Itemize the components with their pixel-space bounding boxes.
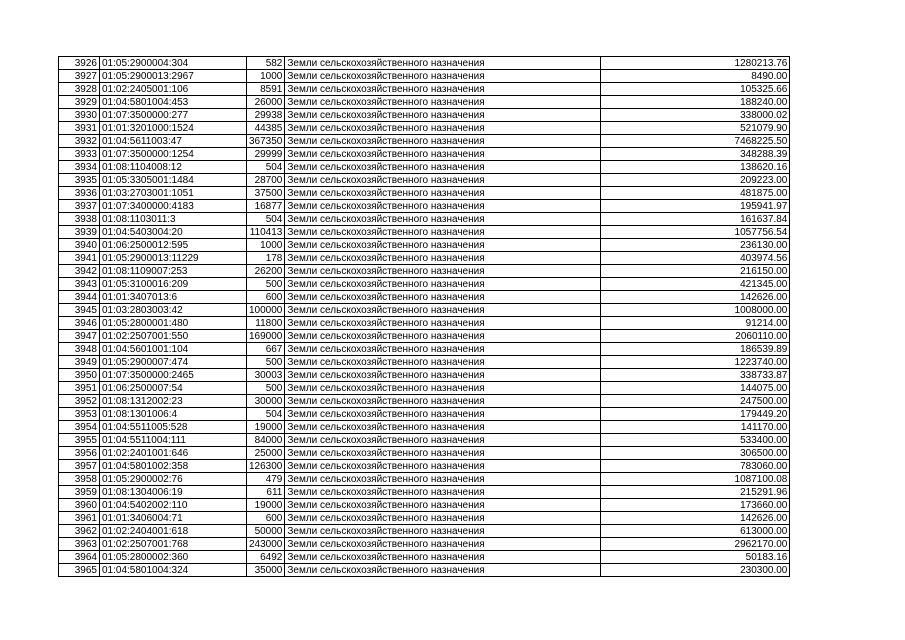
cadastral-value-cell: 1008000.00 [601, 304, 790, 317]
cadastral-value-cell: 105325.66 [601, 83, 790, 96]
row-number-cell: 3941 [59, 252, 100, 265]
table-row [59, 174, 790, 187]
cadastral-value-cell: 306500.00 [601, 447, 790, 460]
land-category-cell: Земли сельскохозяйственного назначения [285, 317, 601, 330]
cadastral-value-cell: 481875.00 [601, 187, 790, 200]
land-category-cell: Земли сельскохозяйственного назначения [285, 213, 601, 226]
land-category-cell: Земли сельскохозяйственного назначения [285, 356, 601, 369]
cadastral-number-cell: 01:05:3305001:1484 [100, 174, 247, 187]
row-number-cell: 3964 [59, 551, 100, 564]
cadastral-value-cell: 209223.00 [601, 174, 790, 187]
land-category-cell: Земли сельскохозяйственного назначения [285, 382, 601, 395]
table-row [59, 70, 790, 83]
cadastral-value-cell: 348288.39 [601, 148, 790, 161]
cadastral-value-cell: 186539.89 [601, 343, 790, 356]
land-category-cell: Земли сельскохозяйственного назначения [285, 96, 601, 109]
cadastral-number-cell: 01:05:2900013:2967 [100, 70, 247, 83]
area-cell: 26200 [247, 265, 285, 278]
table-row [59, 421, 790, 434]
row-number-cell: 3933 [59, 148, 100, 161]
table-row [59, 239, 790, 252]
land-category-cell: Земли сельскохозяйственного назначения [285, 564, 601, 577]
land-category-cell: Земли сельскохозяйственного назначения [285, 83, 601, 96]
row-number-cell: 3929 [59, 96, 100, 109]
cadastral-value-cell: 195941.97 [601, 200, 790, 213]
table-row [59, 512, 790, 525]
table-row [59, 135, 790, 148]
row-number-cell: 3927 [59, 70, 100, 83]
area-cell: 479 [247, 473, 285, 486]
cadastral-value-cell: 783060.00 [601, 460, 790, 473]
table-row [59, 161, 790, 174]
table-row [59, 317, 790, 330]
area-cell: 243000 [247, 538, 285, 551]
table-row [59, 356, 790, 369]
table-row [59, 148, 790, 161]
cadastral-number-cell: 01:01:3201000:1524 [100, 122, 247, 135]
row-number-cell: 3951 [59, 382, 100, 395]
cadastral-number-cell: 01:04:5801002:358 [100, 460, 247, 473]
cadastral-value-cell: 215291.96 [601, 486, 790, 499]
table-row [59, 291, 790, 304]
area-cell: 1000 [247, 239, 285, 252]
area-cell: 500 [247, 278, 285, 291]
cadastral-number-cell: 01:02:2507001:768 [100, 538, 247, 551]
area-cell: 367350 [247, 135, 285, 148]
table-row [59, 382, 790, 395]
table-row [59, 564, 790, 577]
area-cell: 110413 [247, 226, 285, 239]
area-cell: 30000 [247, 395, 285, 408]
cadastral-number-cell: 01:08:1109007:253 [100, 265, 247, 278]
cadastral-number-cell: 01:02:2507001:550 [100, 330, 247, 343]
land-category-cell: Земли сельскохозяйственного назначения [285, 187, 601, 200]
row-number-cell: 3959 [59, 486, 100, 499]
table-row [59, 96, 790, 109]
cadastral-number-cell: 01:04:5402002:110 [100, 499, 247, 512]
area-cell: 611 [247, 486, 285, 499]
land-category-cell: Земли сельскохозяйственного назначения [285, 226, 601, 239]
cadastral-value-cell: 188240.00 [601, 96, 790, 109]
cadastral-value-cell: 1057756.54 [601, 226, 790, 239]
area-cell: 19000 [247, 421, 285, 434]
cadastral-number-cell: 01:05:2800002:360 [100, 551, 247, 564]
cadastral-number-cell: 01:06:2500012:595 [100, 239, 247, 252]
table-row [59, 408, 790, 421]
cadastral-value-cell: 8490.00 [601, 70, 790, 83]
row-number-cell: 3938 [59, 213, 100, 226]
cadastral-value-cell: 338000.02 [601, 109, 790, 122]
land-category-cell: Земли сельскохозяйственного назначения [285, 473, 601, 486]
area-cell: 28700 [247, 174, 285, 187]
land-category-cell: Земли сельскохозяйственного назначения [285, 434, 601, 447]
cadastral-value-cell: 173660.00 [601, 499, 790, 512]
cadastral-number-cell: 01:04:5403004:20 [100, 226, 247, 239]
cadastral-number-cell: 01:04:5801004:324 [100, 564, 247, 577]
land-category-cell: Земли сельскохозяйственного назначения [285, 499, 601, 512]
table-row [59, 395, 790, 408]
table-row [59, 109, 790, 122]
row-number-cell: 3932 [59, 135, 100, 148]
row-number-cell: 3952 [59, 395, 100, 408]
cadastral-number-cell: 01:01:3406004:71 [100, 512, 247, 525]
land-category-cell: Земли сельскохозяйственного назначения [285, 304, 601, 317]
land-category-cell: Земли сельскохозяйственного назначения [285, 239, 601, 252]
row-number-cell: 3963 [59, 538, 100, 551]
row-number-cell: 3940 [59, 239, 100, 252]
area-cell: 582 [247, 57, 285, 70]
cadastral-value-cell: 142626.00 [601, 291, 790, 304]
cadastral-number-cell: 01:04:5801004:453 [100, 96, 247, 109]
cadastral-number-cell: 01:07:3500000:277 [100, 109, 247, 122]
cadastral-number-cell: 01:02:2404001:618 [100, 525, 247, 538]
row-number-cell: 3957 [59, 460, 100, 473]
cadastral-value-cell: 521079.90 [601, 122, 790, 135]
cadastral-number-cell: 01:04:5511005:528 [100, 421, 247, 434]
cadastral-value-cell: 142626.00 [601, 512, 790, 525]
table-row [59, 434, 790, 447]
row-number-cell: 3944 [59, 291, 100, 304]
table-row [59, 369, 790, 382]
area-cell: 8591 [247, 83, 285, 96]
row-number-cell: 3934 [59, 161, 100, 174]
cadastral-number-cell: 01:05:2900013:11229 [100, 252, 247, 265]
land-category-cell: Земли сельскохозяйственного назначения [285, 161, 601, 174]
row-number-cell: 3926 [59, 57, 100, 70]
cadastral-value-cell: 138620.16 [601, 161, 790, 174]
row-number-cell: 3961 [59, 512, 100, 525]
table-row [59, 252, 790, 265]
cadastral-value-cell: 50183.16 [601, 551, 790, 564]
cadastral-value-cell: 421345.00 [601, 278, 790, 291]
cadastral-number-cell: 01:05:3100016:209 [100, 278, 247, 291]
cadastral-value-cell: 613000.00 [601, 525, 790, 538]
row-number-cell: 3948 [59, 343, 100, 356]
land-category-cell: Земли сельскохозяйственного назначения [285, 525, 601, 538]
land-category-cell: Земли сельскохозяйственного назначения [285, 265, 601, 278]
table-row [59, 57, 790, 70]
table-row [59, 499, 790, 512]
cadastral-value-cell: 141170.00 [601, 421, 790, 434]
row-number-cell: 3956 [59, 447, 100, 460]
cadastral-number-cell: 01:05:2900007:474 [100, 356, 247, 369]
table-row [59, 447, 790, 460]
row-number-cell: 3942 [59, 265, 100, 278]
row-number-cell: 3945 [59, 304, 100, 317]
row-number-cell: 3935 [59, 174, 100, 187]
table-row [59, 486, 790, 499]
cadastral-value-cell: 403974.56 [601, 252, 790, 265]
cadastral-value-cell: 338733.87 [601, 369, 790, 382]
cadastral-value-cell: 1280213.76 [601, 57, 790, 70]
cadastral-number-cell: 01:08:1301006:4 [100, 408, 247, 421]
table-row [59, 278, 790, 291]
cadastral-value-cell: 247500.00 [601, 395, 790, 408]
table-row [59, 187, 790, 200]
cadastral-value-cell: 230300.00 [601, 564, 790, 577]
land-category-cell: Земли сельскохозяйственного назначения [285, 408, 601, 421]
cadastral-number-cell: 01:05:2800001:480 [100, 317, 247, 330]
area-cell: 600 [247, 291, 285, 304]
row-number-cell: 3950 [59, 369, 100, 382]
row-number-cell: 3954 [59, 421, 100, 434]
land-category-cell: Земли сельскохозяйственного назначения [285, 109, 601, 122]
cadastral-number-cell: 01:02:2401001:646 [100, 447, 247, 460]
row-number-cell: 3939 [59, 226, 100, 239]
table-row [59, 473, 790, 486]
cadastral-value-cell: 2060110.00 [601, 330, 790, 343]
area-cell: 19000 [247, 499, 285, 512]
area-cell: 504 [247, 161, 285, 174]
table-row [59, 213, 790, 226]
land-category-cell: Земли сельскохозяйственного назначения [285, 57, 601, 70]
row-number-cell: 3949 [59, 356, 100, 369]
cadastral-value-cell: 1087100.08 [601, 473, 790, 486]
cadastral-value-cell: 179449.20 [601, 408, 790, 421]
land-category-cell: Земли сельскохозяйственного назначения [285, 135, 601, 148]
area-cell: 600 [247, 512, 285, 525]
land-category-cell: Земли сельскохозяйственного назначения [285, 512, 601, 525]
row-number-cell: 3958 [59, 473, 100, 486]
area-cell: 100000 [247, 304, 285, 317]
area-cell: 504 [247, 408, 285, 421]
area-cell: 29999 [247, 148, 285, 161]
cadastral-number-cell: 01:05:2900004:304 [100, 57, 247, 70]
cadastral-number-cell: 01:04:5511004:111 [100, 434, 247, 447]
cadastral-number-cell: 01:03:2703001:1051 [100, 187, 247, 200]
land-parcels-table-body [59, 57, 790, 577]
table-row [59, 330, 790, 343]
land-category-cell: Земли сельскохозяйственного назначения [285, 421, 601, 434]
cadastral-value-cell: 1223740.00 [601, 356, 790, 369]
row-number-cell: 3946 [59, 317, 100, 330]
cadastral-number-cell: 01:08:1304006:19 [100, 486, 247, 499]
cadastral-value-cell: 161637.84 [601, 213, 790, 226]
row-number-cell: 3937 [59, 200, 100, 213]
row-number-cell: 3936 [59, 187, 100, 200]
cadastral-number-cell: 01:08:1104008:12 [100, 161, 247, 174]
area-cell: 169000 [247, 330, 285, 343]
area-cell: 30003 [247, 369, 285, 382]
land-category-cell: Земли сельскохозяйственного назначения [285, 538, 601, 551]
area-cell: 1000 [247, 70, 285, 83]
table-row [59, 304, 790, 317]
cadastral-number-cell: 01:08:1103011:3 [100, 213, 247, 226]
cadastral-number-cell: 01:07:3400000:4183 [100, 200, 247, 213]
cadastral-value-cell: 216150.00 [601, 265, 790, 278]
land-category-cell: Земли сельскохозяйственного назначения [285, 278, 601, 291]
area-cell: 84000 [247, 434, 285, 447]
table-row [59, 226, 790, 239]
area-cell: 29938 [247, 109, 285, 122]
land-category-cell: Земли сельскохозяйственного назначения [285, 486, 601, 499]
cadastral-number-cell: 01:05:2900002:76 [100, 473, 247, 486]
table-row [59, 460, 790, 473]
land-category-cell: Земли сельскохозяйственного назначения [285, 174, 601, 187]
land-parcels-table [58, 56, 790, 577]
cadastral-value-cell: 7468225.50 [601, 135, 790, 148]
table-row [59, 122, 790, 135]
row-number-cell: 3943 [59, 278, 100, 291]
area-cell: 500 [247, 356, 285, 369]
cadastral-number-cell: 01:01:3407013:6 [100, 291, 247, 304]
land-category-cell: Земли сельскохозяйственного назначения [285, 200, 601, 213]
table-row [59, 525, 790, 538]
row-number-cell: 3955 [59, 434, 100, 447]
cadastral-value-cell: 91214.00 [601, 317, 790, 330]
area-cell: 504 [247, 213, 285, 226]
row-number-cell: 3928 [59, 83, 100, 96]
area-cell: 16877 [247, 200, 285, 213]
area-cell: 50000 [247, 525, 285, 538]
cadastral-value-cell: 533400.00 [601, 434, 790, 447]
row-number-cell: 3965 [59, 564, 100, 577]
row-number-cell: 3962 [59, 525, 100, 538]
table-row [59, 343, 790, 356]
land-category-cell: Земли сельскохозяйственного назначения [285, 460, 601, 473]
land-category-cell: Земли сельскохозяйственного назначения [285, 369, 601, 382]
area-cell: 44385 [247, 122, 285, 135]
cadastral-number-cell: 01:02:2405001:106 [100, 83, 247, 96]
row-number-cell: 3947 [59, 330, 100, 343]
area-cell: 35000 [247, 564, 285, 577]
area-cell: 26000 [247, 96, 285, 109]
cadastral-number-cell: 01:04:5611003:47 [100, 135, 247, 148]
row-number-cell: 3931 [59, 122, 100, 135]
cadastral-number-cell: 01:06:2500007:54 [100, 382, 247, 395]
area-cell: 178 [247, 252, 285, 265]
cadastral-number-cell: 01:03:2803003:42 [100, 304, 247, 317]
row-number-cell: 3953 [59, 408, 100, 421]
area-cell: 126300 [247, 460, 285, 473]
row-number-cell: 3960 [59, 499, 100, 512]
cadastral-number-cell: 01:07:3500000:2465 [100, 369, 247, 382]
land-category-cell: Земли сельскохозяйственного назначения [285, 343, 601, 356]
area-cell: 667 [247, 343, 285, 356]
area-cell: 500 [247, 382, 285, 395]
cadastral-number-cell: 01:04:5601001:104 [100, 343, 247, 356]
cadastral-value-cell: 236130.00 [601, 239, 790, 252]
area-cell: 37500 [247, 187, 285, 200]
land-category-cell: Земли сельскохозяйственного назначения [285, 122, 601, 135]
area-cell: 11800 [247, 317, 285, 330]
table-row [59, 538, 790, 551]
table-row [59, 265, 790, 278]
cadastral-value-cell: 144075.00 [601, 382, 790, 395]
land-category-cell: Земли сельскохозяйственного назначения [285, 148, 601, 161]
table-row [59, 551, 790, 564]
land-category-cell: Земли сельскохозяйственного назначения [285, 252, 601, 265]
area-cell: 25000 [247, 447, 285, 460]
land-category-cell: Земли сельскохозяйственного назначения [285, 395, 601, 408]
table-row [59, 83, 790, 96]
table-row [59, 200, 790, 213]
cadastral-number-cell: 01:07:3500000:1254 [100, 148, 247, 161]
land-category-cell: Земли сельскохозяйственного назначения [285, 330, 601, 343]
cadastral-number-cell: 01:08:1312002:23 [100, 395, 247, 408]
row-number-cell: 3930 [59, 109, 100, 122]
land-category-cell: Земли сельскохозяйственного назначения [285, 291, 601, 304]
area-cell: 6492 [247, 551, 285, 564]
cadastral-value-cell: 2962170.00 [601, 538, 790, 551]
land-category-cell: Земли сельскохозяйственного назначения [285, 70, 601, 83]
land-category-cell: Земли сельскохозяйственного назначения [285, 447, 601, 460]
land-category-cell: Земли сельскохозяйственного назначения [285, 551, 601, 564]
